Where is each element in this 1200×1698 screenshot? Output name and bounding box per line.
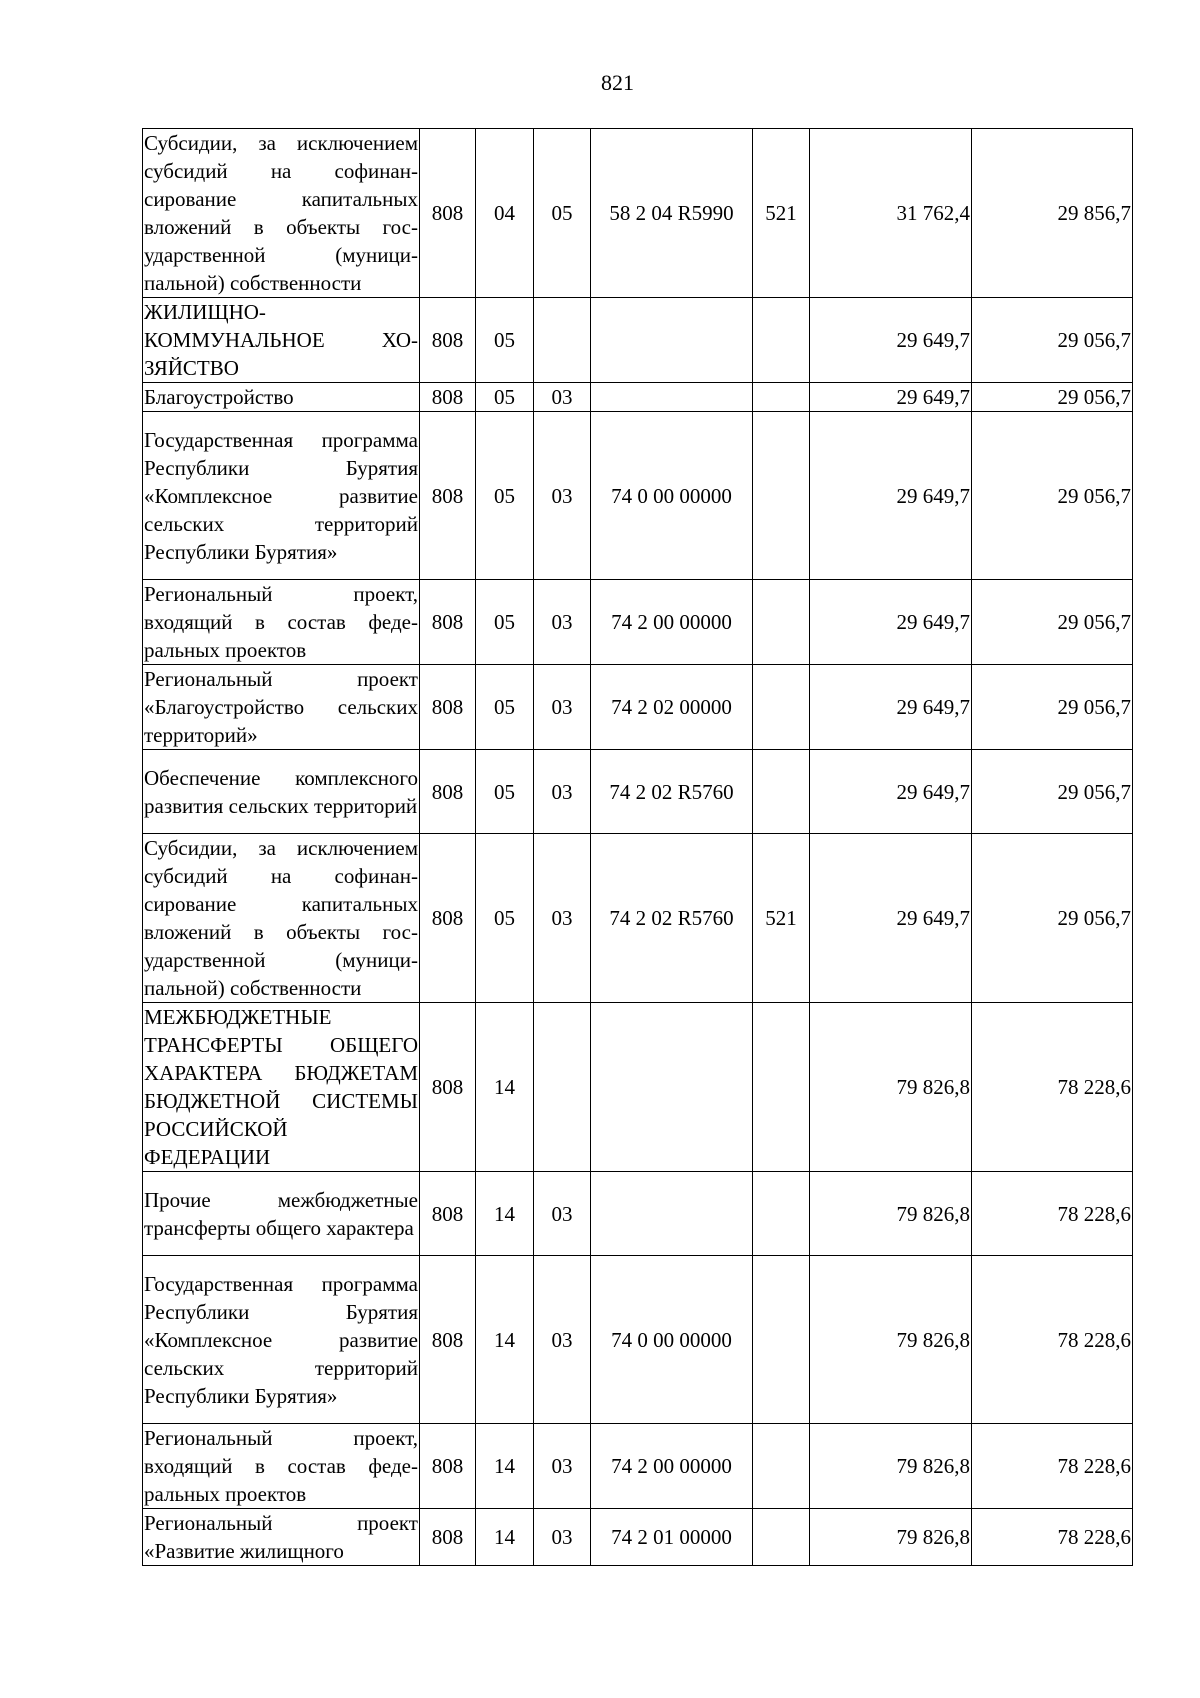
row-year1-amount: 29 649,7 <box>810 665 972 750</box>
table-row <box>143 1509 1133 1566</box>
row-year1-amount: 29 649,7 <box>810 834 972 1003</box>
row-year2-amount: 29 056,7 <box>972 412 1133 580</box>
row-ved: 808 <box>420 750 476 834</box>
row-ved: 808 <box>420 129 476 298</box>
row-rz: 14 <box>476 1256 534 1424</box>
row-year2-amount: 29 056,7 <box>972 580 1133 665</box>
row-year2-amount: 29 056,7 <box>972 665 1133 750</box>
row-name: Субсидии, за исключением субсидий на софинансирование капитальных вложений в объекты государственной (муниципальной) собственности <box>143 834 420 1003</box>
budget-table <box>142 128 1133 1566</box>
row-year1-amount: 79 826,8 <box>810 1003 972 1172</box>
row-rz: 14 <box>476 1172 534 1256</box>
row-year2-amount: 78 228,6 <box>972 1424 1133 1509</box>
row-year1-amount: 79 826,8 <box>810 1256 972 1424</box>
row-name: ЖИЛИЩНО-КОММУНАЛЬНОЕ ХОЗЯЙСТВО <box>143 298 420 383</box>
row-name: Региональный проект, входящий в состав федеральных проектов <box>143 1424 420 1509</box>
row-csr: 74 2 02 R5760 <box>591 750 753 834</box>
row-ved: 808 <box>420 1256 476 1424</box>
row-rz: 14 <box>476 1424 534 1509</box>
row-pr: 03 <box>534 412 591 580</box>
row-vr <box>753 580 810 665</box>
row-vr: 521 <box>753 834 810 1003</box>
row-ved: 808 <box>420 580 476 665</box>
row-pr: 03 <box>534 580 591 665</box>
row-pr: 05 <box>534 129 591 298</box>
row-pr: 03 <box>534 1172 591 1256</box>
table-row <box>143 1256 1133 1424</box>
row-rz: 05 <box>476 412 534 580</box>
table-row <box>143 834 1133 1003</box>
row-rz: 05 <box>476 383 534 412</box>
row-pr: 03 <box>534 665 591 750</box>
table-row <box>143 129 1133 298</box>
table-row <box>143 665 1133 750</box>
row-rz: 05 <box>476 580 534 665</box>
row-vr: 521 <box>753 129 810 298</box>
row-year1-amount: 29 649,7 <box>810 383 972 412</box>
row-vr <box>753 665 810 750</box>
row-pr: 03 <box>534 834 591 1003</box>
table-row <box>143 1003 1133 1172</box>
page-number: 821 <box>601 70 634 95</box>
row-pr: 03 <box>534 750 591 834</box>
table-row <box>143 412 1133 580</box>
row-vr <box>753 1256 810 1424</box>
row-year1-amount: 29 649,7 <box>810 580 972 665</box>
row-year2-amount: 29 856,7 <box>972 129 1133 298</box>
row-rz: 14 <box>476 1003 534 1172</box>
row-name: Субсидии, за исключением субсидий на софинансирование капитальных вложений в объекты государственной (муниципальной) собственности <box>143 129 420 298</box>
row-csr <box>591 383 753 412</box>
row-year2-amount: 29 056,7 <box>972 298 1133 383</box>
row-vr <box>753 298 810 383</box>
table-row <box>143 1172 1133 1256</box>
row-pr: 03 <box>534 1509 591 1566</box>
row-csr: 74 2 01 00000 <box>591 1509 753 1566</box>
row-name: Государственная программа Республики Бурятия «Комплексное развитие сельских территорий Республики Бурятия» <box>143 1256 420 1424</box>
row-name: Обеспечение комплексного развития сельских территорий <box>143 750 420 834</box>
row-rz: 04 <box>476 129 534 298</box>
row-vr <box>753 1424 810 1509</box>
row-csr: 58 2 04 R5990 <box>591 129 753 298</box>
row-year1-amount: 79 826,8 <box>810 1172 972 1256</box>
row-vr <box>753 1003 810 1172</box>
row-rz: 05 <box>476 298 534 383</box>
budget-table-body <box>143 129 1133 1566</box>
row-rz: 05 <box>476 665 534 750</box>
row-year1-amount: 79 826,8 <box>810 1509 972 1566</box>
row-csr: 74 0 00 00000 <box>591 1256 753 1424</box>
row-year1-amount: 29 649,7 <box>810 412 972 580</box>
row-pr: 03 <box>534 1424 591 1509</box>
row-name: Региональный проект «Благоустройство сельских территорий» <box>143 665 420 750</box>
row-pr <box>534 298 591 383</box>
row-vr <box>753 750 810 834</box>
row-name: Региональный проект, входящий в состав федеральных проектов <box>143 580 420 665</box>
row-year2-amount: 29 056,7 <box>972 834 1133 1003</box>
row-vr <box>753 1172 810 1256</box>
row-vr <box>753 412 810 580</box>
row-name: Региональный проект «Развитие жилищного <box>143 1509 420 1566</box>
row-ved: 808 <box>420 1003 476 1172</box>
row-year2-amount: 29 056,7 <box>972 383 1133 412</box>
row-rz: 05 <box>476 750 534 834</box>
row-rz: 05 <box>476 834 534 1003</box>
row-year1-amount: 29 649,7 <box>810 750 972 834</box>
row-rz: 14 <box>476 1509 534 1566</box>
table-row <box>143 298 1133 383</box>
row-name: Государственная программа Республики Бурятия «Комплексное развитие сельских территорий Республики Бурятия» <box>143 412 420 580</box>
row-ved: 808 <box>420 1424 476 1509</box>
row-ved: 808 <box>420 298 476 383</box>
row-csr: 74 2 02 R5760 <box>591 834 753 1003</box>
row-csr: 74 2 02 00000 <box>591 665 753 750</box>
row-csr: 74 0 00 00000 <box>591 412 753 580</box>
table-row <box>143 1424 1133 1509</box>
row-vr <box>753 383 810 412</box>
row-csr <box>591 1172 753 1256</box>
row-ved: 808 <box>420 1172 476 1256</box>
row-ved: 808 <box>420 834 476 1003</box>
table-row <box>143 750 1133 834</box>
table-row <box>143 580 1133 665</box>
row-csr: 74 2 00 00000 <box>591 1424 753 1509</box>
row-name: Прочие межбюджетные трансферты общего характера <box>143 1172 420 1256</box>
row-year1-amount: 29 649,7 <box>810 298 972 383</box>
row-year2-amount: 78 228,6 <box>972 1256 1133 1424</box>
row-year1-amount: 79 826,8 <box>810 1424 972 1509</box>
row-year2-amount: 78 228,6 <box>972 1172 1133 1256</box>
row-year1-amount: 31 762,4 <box>810 129 972 298</box>
row-name: МЕЖБЮДЖЕТНЫЕ ТРАНСФЕРТЫ ОБЩЕГО ХАРАКТЕРА БЮДЖЕТАМ БЮДЖЕТНОЙ СИСТЕМЫ РОССИЙСКОЙ ФЕДЕРАЦИИ <box>143 1003 420 1172</box>
row-ved: 808 <box>420 383 476 412</box>
row-csr <box>591 1003 753 1172</box>
row-year2-amount: 29 056,7 <box>972 750 1133 834</box>
row-ved: 808 <box>420 412 476 580</box>
row-name: Благоустройство <box>143 383 420 412</box>
row-ved: 808 <box>420 665 476 750</box>
row-year2-amount: 78 228,6 <box>972 1003 1133 1172</box>
row-csr <box>591 298 753 383</box>
row-year2-amount: 78 228,6 <box>972 1509 1133 1566</box>
row-pr <box>534 1003 591 1172</box>
row-csr: 74 2 00 00000 <box>591 580 753 665</box>
row-ved: 808 <box>420 1509 476 1566</box>
row-pr: 03 <box>534 383 591 412</box>
table-row <box>143 383 1133 412</box>
row-vr <box>753 1509 810 1566</box>
row-pr: 03 <box>534 1256 591 1424</box>
